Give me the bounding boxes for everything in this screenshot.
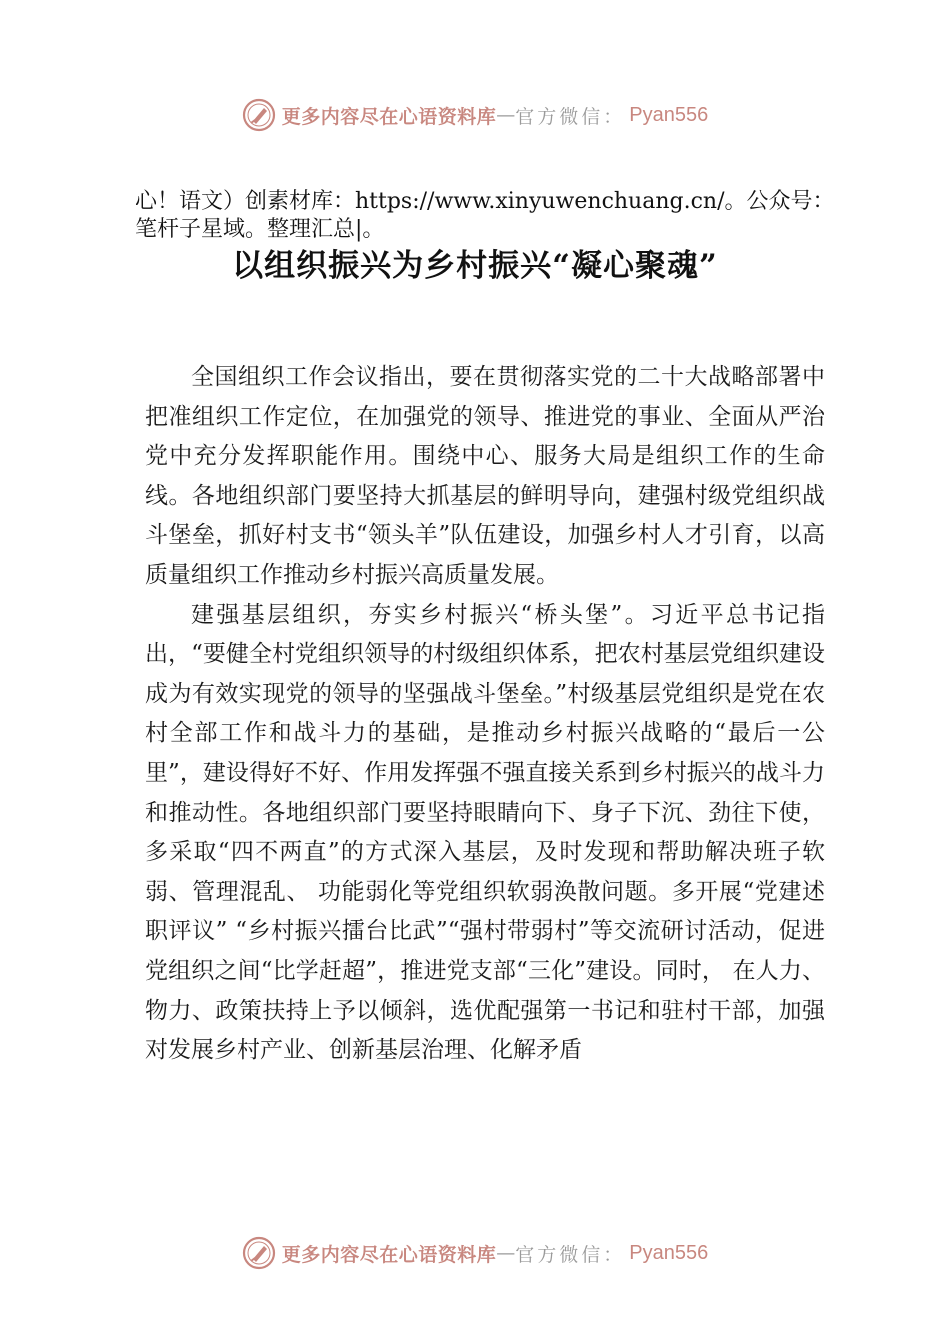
watermark-wechat-label: 官方微信：	[515, 1243, 626, 1266]
paragraph: 建强基层组织，夯实乡村振兴“桥头堡”。习近平总书记指出，“要健全村党组织领导的村级组织体系，把农村基层党组织建设成为有效实现党的领导的坚强战斗堡垒。”村级基层党组织是党在农村全部工作和战斗力的基础，是推动乡村振兴战略的“最后一公里”，建设得好不好、作用发挥强不强直接关系到乡村振兴的战斗力和推动性。各地组织部门要坚持眼睛向下、身子下沉、劲往下使，多采取“四不两直”的方式深入基层，及时发现和帮助解决班子软弱、管理混乱、 功能弱化等党组织软弱涣散问题。多开展“党建述职评议” “乡村振兴擂台比武”“强村带弱村”等交流研讨活动，促进党组织之间“比学赶超”，推进党支部“三化”建设。同时， 在人力、物力、政策扶持上予以倾斜，选优配强第一书记和驻村干部，加强对发展乡村产业、创新基层治理、化解矛盾	[145, 601, 825, 1064]
watermark-text: 更多内容尽在心语资料库	[281, 105, 497, 128]
article-title: 以组织振兴为乡村振兴“凝心聚魂”	[232, 248, 718, 284]
watermark-dash: —	[496, 1242, 516, 1264]
watermark-wechat-id: Pyan556	[629, 103, 709, 126]
article-body	[145, 358, 825, 1071]
source-line: 心！语文）创素材库：https://www.xinyuwenchuang.cn/。公众号：笔杆子星域。整理汇总|。	[135, 189, 835, 242]
paragraph: 全国组织工作会议指出，要在贯彻落实党的二十大战略部署中把准组织工作定位，在加强党的领导、推进党的事业、全面从严治党中充分发挥职能作用。围绕中心、服务大局是组织工作的生命线。各地组织部门要坚持大抓基层的鲜明导向，建强村级党组织战斗堡垒，抓好村支书“领头羊”队伍建设，加强乡村人才引育，以高质量组织工作推动乡村振兴高质量发展。	[145, 364, 825, 588]
watermark-wechat-label: 官方微信：	[515, 105, 626, 128]
header-watermark	[0, 95, 950, 135]
seal-logo-icon	[242, 1236, 276, 1270]
watermark-wechat-id: Pyan556	[629, 1241, 709, 1264]
watermark-text: 更多内容尽在心语资料库	[281, 1243, 497, 1266]
watermark-dash: —	[496, 104, 516, 126]
footer-watermark	[0, 1233, 950, 1273]
seal-logo-icon	[242, 98, 276, 132]
